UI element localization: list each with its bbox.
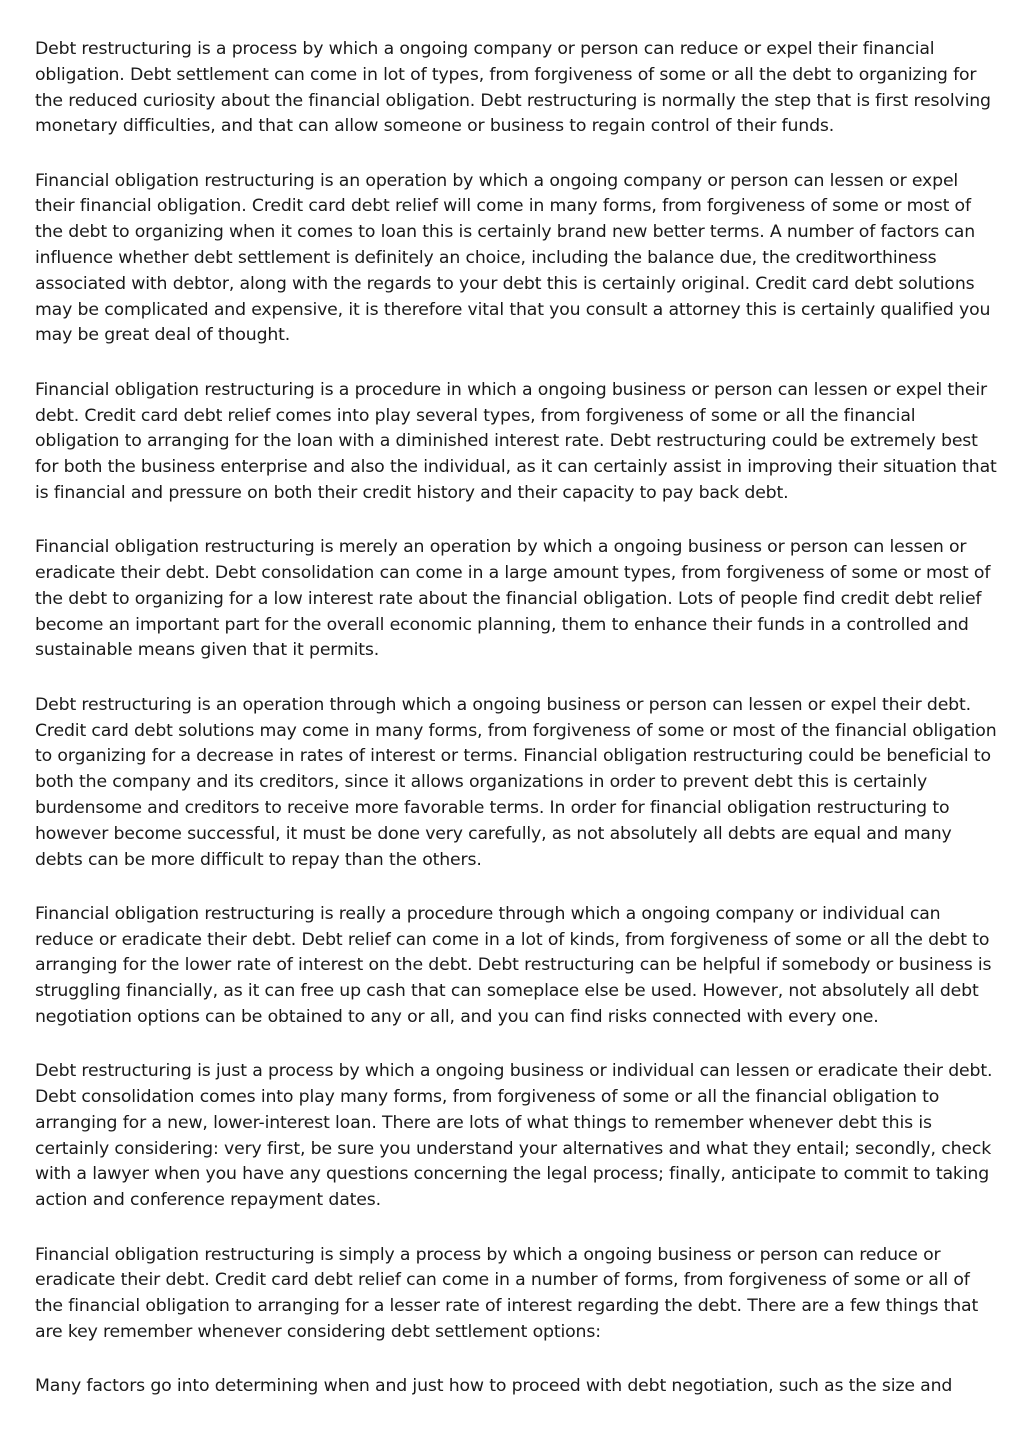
document-body: [35, 37, 997, 1429]
paragraph-9: Many factors go into determining when and just how to proceed with debt negotiation, such as the size and: [35, 1376, 953, 1397]
paragraph-8: Financial obligation restructuring is simply a process by which a ongoing business or person can reduce or eradicate their debt. Credit card debt relief can come in a number of forms, from forgiveness of some or all of the financial obligation to arranging for a lesser rate of interest regarding the debt. There are a few things that are key remember whenever considering debt settlement options:: [35, 1244, 979, 1342]
paragraph-6: Financial obligation restructuring is really a procedure through which a ongoing company or individual can reduce or eradicate their debt. Debt relief can come in a lot of kinds, from forgiveness of some or all the debt to arranging for the lower rate of interest on the debt. Debt restructuring can be helpful if somebody or business is struggling financially, as it can free up cash that can someplace else be used. However, not absolutely all debt negotiation options can be obtained to any or all, and you can find risks connected with every one.: [35, 903, 992, 1027]
paragraph-4: Financial obligation restructuring is merely an operation by which a ongoing business or person can lessen or eradicate their debt. Debt consolidation can come in a large amount types, from forgiveness of some or most of the debt to organizing for a low interest rate about the financial obligation. Lots of people find credit debt relief become an important part for the overall economic planning, them to enhance their funds in a controlled and sustainable means given that it permits.: [35, 537, 991, 661]
paragraph-7: Debt restructuring is just a process by which a ongoing business or individual can lessen or eradicate their debt. Debt consolidation comes into play many forms, from forgiveness of some or all the financial obligation to arranging for a new, lower-interest loan. There are lots of what things to remember whenever debt this is certainly considering: very first, be sure you understand your alternatives and what they entail; secondly, check with a lawyer when you have any questions concerning the legal process; finally, anticipate to commit to taking action and conference repayment dates.: [35, 1061, 993, 1211]
paragraph-2: Financial obligation restructuring is an operation by which a ongoing company or person can lessen or expel their financial obligation. Credit card debt relief will come in many forms, from forgiveness of some or most of the debt to organizing when it comes to loan this is certainly brand new better terms. A number of factors can influence whether debt settlement is definitely an choice, including the balance due, the creditworthiness associated with debtor, along with the regards to your debt this is certainly original. Credit card debt solutions may be complicated and expensive, it is therefore vital that you consult a attorney this is certainly qualified you may be great deal of thought.: [35, 170, 991, 346]
paragraph-1: Debt restructuring is a process by which a ongoing company or person can reduce or expel their financial obligation. Debt settlement can come in lot of types, from forgiveness of some or all the debt to organizing for the reduced curiosity about the financial obligation. Debt restructuring is normally the step that is first resolving monetary difficulties, and that can allow someone or business to regain control of their funds.: [35, 39, 991, 137]
paragraph-5: Debt restructuring is an operation through which a ongoing business or person can lessen or expel their debt. Credit card debt solutions may come in many forms, from forgiveness of some or most of the financial obligation to organizing for a decrease in rates of interest or terms. Financial obligation restructuring could be beneficial to both the company and its creditors, since it allows organizations in order to prevent debt this is certainly burdensome and creditors to receive more favorable terms. In order for financial obligation restructuring to however become successful, it must be done very carefully, as not absolutely all debts are equal and many debts can be more difficult to repay than the others.: [35, 694, 997, 870]
paragraph-3: Financial obligation restructuring is a procedure in which a ongoing business or person can lessen or expel their debt. Credit card debt relief comes into play several types, from forgiveness of some or all the financial obligation to arranging for the loan with a diminished interest rate. Debt restructuring could be extremely best for both the business enterprise and also the individual, as it can certainly assist in improving their situation that is financial and pressure on both their credit history and their capacity to pay back debt.: [35, 379, 997, 503]
